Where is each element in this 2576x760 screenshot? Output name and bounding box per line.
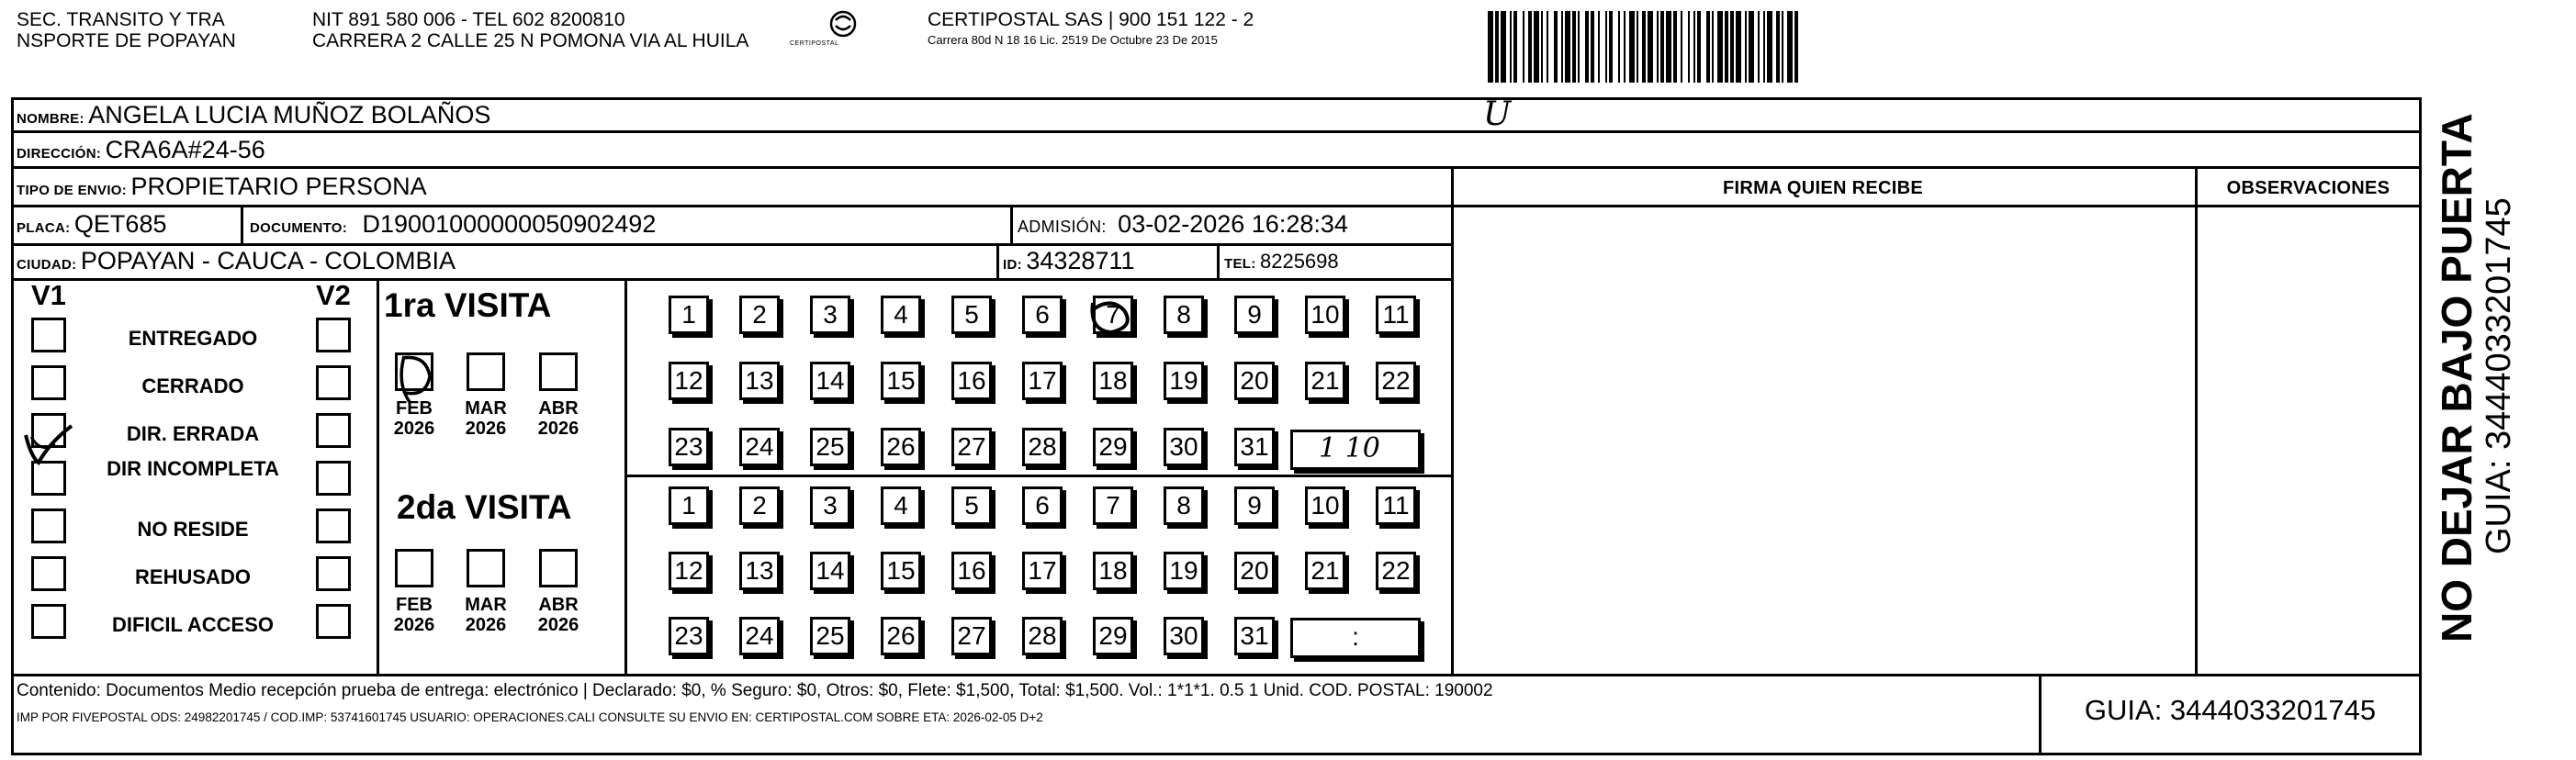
month-year: 2026 bbox=[465, 419, 507, 439]
day7-mark-icon bbox=[1084, 296, 1139, 341]
status-option-label: DIR INCOMPLETA bbox=[107, 457, 279, 480]
id-label: ID: bbox=[1003, 257, 1022, 273]
imp-line: IMP POR FIVEPOSTAL ODS: 24982201745 / COD.IMP: 53741601745 USUARIO: OPERACIONES.CALI CONSULTE SU ENVIO EN: CERTIPOSTAL.COM SOBRE ETA: 2026-02-05 D+2 bbox=[17, 710, 1043, 724]
month-checkbox[interactable] bbox=[467, 549, 505, 587]
feb-mark-icon bbox=[393, 349, 448, 413]
footer-guia: GUIA: 3444033201745 bbox=[2084, 694, 2377, 726]
day-box[interactable]: 4 bbox=[881, 486, 921, 525]
day-box[interactable]: 13 bbox=[739, 362, 780, 400]
day-box[interactable]: 8 bbox=[1164, 486, 1204, 525]
day-box[interactable]: 3 bbox=[810, 296, 850, 334]
day-box[interactable]: 3 bbox=[810, 486, 850, 525]
day-box[interactable]: 5 bbox=[951, 296, 992, 334]
day-box[interactable]: 17 bbox=[1022, 552, 1063, 590]
row-divider bbox=[11, 130, 2422, 133]
month-name: ABR bbox=[538, 398, 579, 419]
sender-line-2: NSPORTE DE POPAYAN bbox=[17, 30, 236, 51]
day-box[interactable]: 23 bbox=[669, 428, 709, 466]
day-box[interactable]: 5 bbox=[951, 486, 992, 525]
day-box[interactable]: 11 bbox=[1376, 486, 1416, 525]
day-box[interactable]: 8 bbox=[1164, 296, 1204, 334]
admision-cell bbox=[1018, 210, 1348, 239]
sender-block bbox=[17, 9, 236, 51]
row-divider bbox=[624, 475, 1451, 477]
day-box[interactable]: 15 bbox=[881, 552, 921, 590]
visit1-time-handwritten: 1 10 bbox=[1319, 432, 1380, 464]
day-box[interactable]: 19 bbox=[1164, 552, 1204, 590]
day-box[interactable]: 19 bbox=[1164, 362, 1204, 400]
v2-checkbox[interactable] bbox=[316, 413, 351, 448]
placa-cell bbox=[17, 210, 166, 239]
barcode bbox=[1488, 11, 1800, 83]
day-box[interactable]: 14 bbox=[810, 552, 850, 590]
tel-cell bbox=[1224, 250, 1339, 274]
day-box[interactable]: 21 bbox=[1305, 552, 1345, 590]
col-divider bbox=[996, 243, 999, 278]
day-box[interactable]: 7 bbox=[1093, 296, 1133, 334]
ciudad-label: CIUDAD: bbox=[17, 257, 77, 273]
v1-checkbox[interactable] bbox=[31, 556, 66, 591]
tipo-envio-value: PROPIETARIO PERSONA bbox=[130, 173, 427, 200]
firma-header: FIRMA QUIEN RECIBE bbox=[1723, 178, 1923, 198]
placa-label: PLACA: bbox=[17, 220, 71, 236]
nit-line: NIT 891 580 006 - TEL 602 8200810 bbox=[312, 9, 625, 30]
day-box[interactable]: 25 bbox=[810, 617, 850, 655]
sender-address-line: CARRERA 2 CALLE 25 N POMONA VIA AL HUILA bbox=[312, 30, 749, 51]
direccion-label: DIRECCIÓN: bbox=[17, 146, 102, 162]
tel-label: TEL: bbox=[1224, 256, 1256, 272]
month-name: MAR bbox=[465, 595, 507, 615]
day-box[interactable]: 22 bbox=[1376, 362, 1416, 400]
nombre-value: ANGELA LUCIA MUÑOZ BOLAÑOS bbox=[88, 101, 491, 129]
company-block bbox=[928, 9, 1254, 48]
col-divider bbox=[2195, 166, 2198, 676]
day-box[interactable]: 9 bbox=[1234, 296, 1275, 334]
day-box[interactable]: 16 bbox=[951, 362, 992, 400]
col-divider bbox=[1217, 243, 1220, 278]
day-box[interactable]: 26 bbox=[881, 617, 921, 655]
day-box[interactable]: 13 bbox=[739, 552, 780, 590]
col-divider bbox=[624, 278, 627, 675]
v1-checkbox[interactable] bbox=[31, 365, 66, 400]
month-year: 2026 bbox=[537, 419, 579, 439]
col-divider bbox=[241, 205, 243, 243]
direccion-row bbox=[17, 136, 265, 164]
month-name: ABR bbox=[538, 595, 579, 615]
visit2-time-box[interactable]: : bbox=[1290, 618, 1421, 658]
day-box[interactable]: 27 bbox=[951, 617, 992, 655]
contenido-line: Contenido: Documentos Medio recepción prueba de entrega: electrónico | Declarado: $0, % Seguro: $0, Otros: $0, Flete: $1,500, Total: $1,500. Vol.: 1*1*1. 0.5 1 Unid. COD. POSTAL: 190002 bbox=[17, 681, 1493, 700]
license-line: Carrera 80d N 18 16 Lic. 2519 De Octubre 23 De 2015 bbox=[928, 33, 1218, 47]
side-guia: GUIA: 3444033201745 bbox=[2480, 197, 2518, 554]
day-box[interactable]: 16 bbox=[951, 552, 992, 590]
documento-cell bbox=[250, 210, 656, 239]
id-value: 34328711 bbox=[1026, 247, 1135, 274]
month-checkbox[interactable] bbox=[539, 549, 578, 587]
day-box[interactable]: 2 bbox=[739, 296, 780, 334]
day-box[interactable]: 12 bbox=[669, 362, 709, 400]
v2-header: V2 bbox=[316, 279, 351, 311]
barcode-bar bbox=[1798, 11, 1800, 83]
day-box[interactable]: 24 bbox=[739, 428, 780, 466]
placa-value: QET685 bbox=[73, 210, 167, 238]
day-box[interactable]: 14 bbox=[810, 362, 850, 400]
status-option-label: DIR. ERRADA bbox=[126, 422, 260, 445]
v2-checkbox[interactable] bbox=[316, 461, 351, 496]
day-box[interactable]: 10 bbox=[1305, 296, 1345, 334]
status-option-label: REHUSADO bbox=[135, 565, 251, 588]
day-box[interactable]: 28 bbox=[1022, 428, 1063, 466]
status-option-label: ENTREGADO bbox=[128, 327, 258, 350]
row-divider bbox=[11, 243, 1453, 246]
month-name: MAR bbox=[465, 398, 507, 419]
month-year: 2026 bbox=[465, 615, 507, 635]
status-option-label: CERRADO bbox=[141, 374, 244, 397]
day-box[interactable]: 11 bbox=[1376, 296, 1416, 334]
month-checkbox[interactable] bbox=[395, 549, 433, 587]
day-box[interactable]: 1 bbox=[669, 296, 709, 334]
v2-checkbox[interactable] bbox=[316, 509, 351, 543]
no-dejar-warning: NO DEJAR BAJO PUERTA bbox=[2433, 113, 2480, 643]
col-divider bbox=[1451, 166, 1454, 676]
day-box[interactable]: 30 bbox=[1164, 617, 1204, 655]
day-box[interactable]: 2 bbox=[739, 486, 780, 525]
day-box[interactable]: 1 bbox=[669, 486, 709, 525]
day-box[interactable]: 15 bbox=[881, 362, 921, 400]
admision-label: ADMISIÓN: bbox=[1018, 218, 1107, 236]
v1-checkbox[interactable] bbox=[31, 604, 66, 639]
ciudad-cell bbox=[17, 247, 456, 275]
day-box[interactable]: 20 bbox=[1234, 362, 1275, 400]
day-box[interactable]: 23 bbox=[669, 617, 709, 655]
day-box[interactable]: 10 bbox=[1305, 486, 1345, 525]
month-name: FEB bbox=[396, 398, 433, 419]
day-box[interactable]: 18 bbox=[1093, 362, 1133, 400]
sender-contact-block bbox=[312, 9, 748, 51]
v1-checkbox[interactable] bbox=[31, 318, 66, 352]
day-box[interactable]: 26 bbox=[881, 428, 921, 466]
ciudad-value: POPAYAN - CAUCA - COLOMBIA bbox=[80, 247, 456, 274]
month-year: 2026 bbox=[393, 615, 435, 635]
v2-checkbox[interactable] bbox=[316, 365, 351, 400]
tel-value: 8225698 bbox=[1259, 250, 1339, 273]
v1-header: V1 bbox=[31, 279, 66, 311]
day-box[interactable]: 24 bbox=[739, 617, 780, 655]
day-box[interactable]: 27 bbox=[951, 428, 992, 466]
day-box[interactable]: 6 bbox=[1022, 296, 1063, 334]
col-divider bbox=[377, 278, 379, 675]
v1-checkbox[interactable] bbox=[31, 509, 66, 543]
row-divider bbox=[11, 166, 2422, 169]
month-year: 2026 bbox=[537, 615, 579, 635]
documento-label: DOCUMENTO: bbox=[250, 220, 348, 236]
v2-checkbox[interactable] bbox=[316, 318, 351, 352]
month-name: FEB bbox=[396, 595, 433, 615]
visit1-time-box[interactable] bbox=[1290, 430, 1421, 470]
status-option-label: DIFICIL ACCESO bbox=[111, 613, 274, 636]
day-box[interactable]: 9 bbox=[1234, 486, 1275, 525]
row-divider bbox=[11, 278, 1453, 281]
row-divider bbox=[11, 674, 2422, 676]
day-box[interactable]: 25 bbox=[810, 428, 850, 466]
nombre-row bbox=[17, 101, 490, 129]
day-box[interactable]: 4 bbox=[881, 296, 921, 334]
checkmark-icon bbox=[18, 417, 83, 472]
day-box[interactable]: 31 bbox=[1234, 617, 1275, 655]
month-year: 2026 bbox=[393, 419, 435, 439]
direccion-value: CRA6A#24-56 bbox=[105, 136, 265, 163]
day-box[interactable]: 20 bbox=[1234, 552, 1275, 590]
sender-line-1: SEC. TRANSITO Y TRA bbox=[17, 9, 225, 30]
row-divider bbox=[11, 205, 2422, 207]
v2-checkbox[interactable] bbox=[316, 556, 351, 591]
documento-value: D19001000000050902492 bbox=[362, 210, 657, 238]
v2-checkbox[interactable] bbox=[316, 604, 351, 639]
day-box[interactable]: 22 bbox=[1376, 552, 1416, 590]
day-box[interactable]: 7 bbox=[1093, 486, 1133, 525]
day-box[interactable]: 29 bbox=[1093, 617, 1133, 655]
day-box[interactable]: 6 bbox=[1022, 486, 1063, 525]
tipo-envio-label: TIPO DE ENVIO: bbox=[17, 183, 128, 198]
status-option-label: NO RESIDE bbox=[137, 518, 249, 541]
day-box[interactable]: 30 bbox=[1164, 428, 1204, 466]
handwritten-initial: U bbox=[1483, 95, 1512, 133]
day-box[interactable]: 12 bbox=[669, 552, 709, 590]
month-checkbox[interactable] bbox=[467, 352, 505, 391]
day-box[interactable]: 18 bbox=[1093, 552, 1133, 590]
day-box[interactable]: 17 bbox=[1022, 362, 1063, 400]
id-cell bbox=[1003, 247, 1134, 275]
admision-value: 03-02-2026 16:28:34 bbox=[1118, 210, 1348, 238]
day-box[interactable]: 29 bbox=[1093, 428, 1133, 466]
month-checkbox[interactable] bbox=[539, 352, 578, 391]
nombre-label: NOMBRE: bbox=[17, 111, 84, 127]
company-line: CERTIPOSTAL SAS | 900 151 122 - 2 bbox=[928, 9, 1254, 30]
visit1-title: 1ra VISITA bbox=[384, 286, 552, 324]
day-box[interactable]: 31 bbox=[1234, 428, 1275, 466]
day-box[interactable]: 21 bbox=[1305, 362, 1345, 400]
col-divider bbox=[1010, 205, 1013, 243]
tipo-envio-row bbox=[17, 173, 427, 201]
logo-wordmark: CERTIPOSTAL bbox=[790, 40, 839, 47]
day-box[interactable]: 28 bbox=[1022, 617, 1063, 655]
observaciones-header: OBSERVACIONES bbox=[2226, 178, 2390, 198]
visit2-title: 2da VISITA bbox=[397, 488, 572, 526]
